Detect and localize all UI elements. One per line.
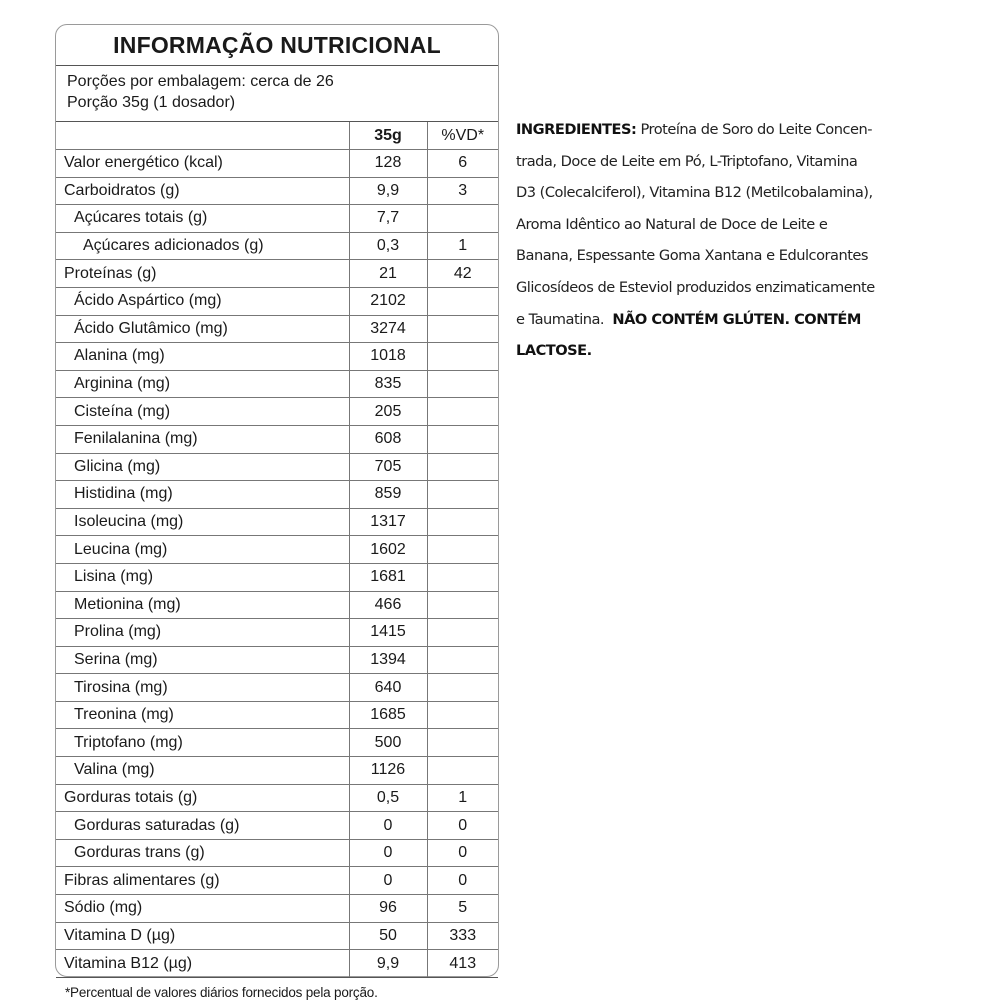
nutrient-amount: 3274 xyxy=(349,315,427,343)
table-row xyxy=(56,398,498,426)
nutrient-name: Serina (mg) xyxy=(56,646,349,674)
allergen-warning: NÃO CONTÉM GLÚTEN. CONTÉM xyxy=(612,310,861,328)
table-row xyxy=(56,536,498,564)
table-row xyxy=(56,205,498,233)
table-row xyxy=(56,343,498,371)
nutrient-daily-value xyxy=(427,591,498,619)
nutrient-daily-value xyxy=(427,205,498,233)
nutrient-name: Tirosina (mg) xyxy=(56,674,349,702)
ingredients-line: D3 (Colecalciferol), Vitamina B12 (Metilcobalamina), xyxy=(516,184,873,202)
nutrient-amount: 1317 xyxy=(349,508,427,536)
header-daily-value: %VD* xyxy=(427,122,498,150)
nutrient-name: Leucina (mg) xyxy=(56,536,349,564)
table-row xyxy=(56,839,498,867)
table-row xyxy=(56,453,498,481)
nutrient-name: Sódio (mg) xyxy=(56,895,349,923)
nutrient-name: Fibras alimentares (g) xyxy=(56,867,349,895)
nutrient-name: Fenilalanina (mg) xyxy=(56,425,349,453)
nutrient-amount: 9,9 xyxy=(349,177,427,205)
nutrient-name: Gorduras totais (g) xyxy=(56,784,349,812)
table-row xyxy=(56,425,498,453)
nutrient-name: Histidina (mg) xyxy=(56,481,349,509)
table-row xyxy=(56,950,498,978)
table-row xyxy=(56,757,498,785)
nutrient-name: Valina (mg) xyxy=(56,757,349,785)
nutrient-name: Prolina (mg) xyxy=(56,619,349,647)
nutrient-name: Isoleucina (mg) xyxy=(56,508,349,536)
table-row xyxy=(56,729,498,757)
nutrient-name: Proteínas (g) xyxy=(56,260,349,288)
ingredients-line xyxy=(516,304,994,336)
ingredients-label: INGREDIENTES: xyxy=(516,121,637,138)
nutrient-daily-value xyxy=(427,619,498,647)
nutrient-amount: 500 xyxy=(349,729,427,757)
nutrient-name: Triptofano (mg) xyxy=(56,729,349,757)
nutrient-daily-value xyxy=(427,757,498,785)
nutrient-amount: 466 xyxy=(349,591,427,619)
table-row xyxy=(56,260,498,288)
nutrient-name: Treonina (mg) xyxy=(56,701,349,729)
nutrient-name: Vitamina D (µg) xyxy=(56,922,349,950)
nutrient-daily-value: 42 xyxy=(427,260,498,288)
ingredients-line: Glicosídeos de Esteviol produzidos enzimaticamente xyxy=(516,278,875,296)
nutrient-amount: 9,9 xyxy=(349,950,427,978)
nutrition-facts-panel xyxy=(55,24,499,1000)
table-header-row xyxy=(56,122,498,150)
table-row xyxy=(56,922,498,950)
nutrient-amount: 0 xyxy=(349,812,427,840)
nutrition-title: INFORMAÇÃO NUTRICIONAL xyxy=(56,25,498,66)
nutrient-amount: 0,5 xyxy=(349,784,427,812)
table-row xyxy=(56,895,498,923)
nutrient-daily-value: 333 xyxy=(427,922,498,950)
nutrient-amount: 1602 xyxy=(349,536,427,564)
nutrient-name: Gorduras trans (g) xyxy=(56,839,349,867)
nutrient-daily-value: 0 xyxy=(427,839,498,867)
nutrient-daily-value xyxy=(427,398,498,426)
nutrient-name: Açúcares totais (g) xyxy=(56,205,349,233)
nutrient-daily-value xyxy=(427,481,498,509)
ingredients-line: Banana, Espessante Goma Xantana e Edulcorantes xyxy=(516,247,868,265)
header-amount: 35g xyxy=(349,122,427,150)
table-row xyxy=(56,177,498,205)
portion-size: Porção 35g (1 dosador) xyxy=(67,94,236,111)
table-row xyxy=(56,481,498,509)
nutrient-name: Gorduras saturadas (g) xyxy=(56,812,349,840)
nutrient-daily-value: 6 xyxy=(427,150,498,178)
table-row xyxy=(56,674,498,702)
nutrient-name: Carboidratos (g) xyxy=(56,177,349,205)
nutrient-amount: 835 xyxy=(349,370,427,398)
nutrient-name: Arginina (mg) xyxy=(56,370,349,398)
table-row xyxy=(56,563,498,591)
nutrient-amount: 1394 xyxy=(349,646,427,674)
nutrient-daily-value xyxy=(427,536,498,564)
table-row xyxy=(56,508,498,536)
nutrient-name: Ácido Glutâmico (mg) xyxy=(56,315,349,343)
nutrient-daily-value xyxy=(427,370,498,398)
nutrient-name: Açúcares adicionados (g) xyxy=(56,232,349,260)
nutrient-amount: 1681 xyxy=(349,563,427,591)
table-row xyxy=(56,784,498,812)
servings-per-package: Porções por embalagem: cerca de 26 xyxy=(67,73,334,90)
table-row xyxy=(56,812,498,840)
table-row xyxy=(56,315,498,343)
nutrient-name: Metionina (mg) xyxy=(56,591,349,619)
nutrition-table xyxy=(56,122,498,978)
nutrient-daily-value xyxy=(427,674,498,702)
table-row xyxy=(56,370,498,398)
nutrient-daily-value xyxy=(427,343,498,371)
table-row xyxy=(56,150,498,178)
nutrient-daily-value: 1 xyxy=(427,784,498,812)
nutrient-daily-value xyxy=(427,701,498,729)
nutrient-amount: 128 xyxy=(349,150,427,178)
nutrient-daily-value: 0 xyxy=(427,812,498,840)
nutrient-daily-value: 3 xyxy=(427,177,498,205)
ingredients-text: e Taumatina. xyxy=(516,310,605,328)
ingredients-line: Aroma Idêntico ao Natural de Doce de Leite e xyxy=(516,215,828,233)
ingredients-block xyxy=(516,114,994,367)
nutrient-amount: 7,7 xyxy=(349,205,427,233)
nutrient-name: Vitamina B12 (µg) xyxy=(56,950,349,978)
table-row xyxy=(56,867,498,895)
table-row xyxy=(56,701,498,729)
nutrient-amount: 0 xyxy=(349,867,427,895)
footnote: *Percentual de valores diários fornecidos pela porção. xyxy=(65,984,378,1000)
nutrient-name: Alanina (mg) xyxy=(56,343,349,371)
nutrient-amount: 0,3 xyxy=(349,232,427,260)
nutrient-amount: 96 xyxy=(349,895,427,923)
nutrient-name: Ácido Aspártico (mg) xyxy=(56,287,349,315)
nutrient-amount: 2102 xyxy=(349,287,427,315)
nutrient-daily-value: 413 xyxy=(427,950,498,978)
nutrient-daily-value xyxy=(427,646,498,674)
serving-info xyxy=(56,66,498,122)
nutrient-daily-value: 5 xyxy=(427,895,498,923)
nutrient-daily-value xyxy=(427,508,498,536)
nutrient-daily-value: 0 xyxy=(427,867,498,895)
nutrient-daily-value xyxy=(427,563,498,591)
nutrient-name: Valor energético (kcal) xyxy=(56,150,349,178)
nutrient-amount: 21 xyxy=(349,260,427,288)
nutrient-amount: 859 xyxy=(349,481,427,509)
nutrient-daily-value xyxy=(427,729,498,757)
nutrient-daily-value: 1 xyxy=(427,232,498,260)
table-row xyxy=(56,591,498,619)
nutrient-name: Lisina (mg) xyxy=(56,563,349,591)
nutrient-daily-value xyxy=(427,315,498,343)
nutrient-daily-value xyxy=(427,287,498,315)
nutrient-amount: 1415 xyxy=(349,619,427,647)
header-label xyxy=(56,122,349,150)
nutrient-amount: 205 xyxy=(349,398,427,426)
nutrient-amount: 1018 xyxy=(349,343,427,371)
nutrient-amount: 608 xyxy=(349,425,427,453)
nutrient-amount: 50 xyxy=(349,922,427,950)
ingredients-line xyxy=(516,114,994,146)
allergen-warning: LACTOSE. xyxy=(516,342,592,360)
table-row xyxy=(56,287,498,315)
table-row xyxy=(56,232,498,260)
nutrient-daily-value xyxy=(427,425,498,453)
ingredients-text: Proteína de Soro do Leite Concen- xyxy=(640,121,872,138)
ingredients-line: trada, Doce de Leite em Pó, L-Triptofano, Vitamina xyxy=(516,152,858,170)
nutrient-amount: 0 xyxy=(349,839,427,867)
table-row xyxy=(56,646,498,674)
nutrient-amount: 640 xyxy=(349,674,427,702)
nutrient-daily-value xyxy=(427,453,498,481)
nutrient-name: Cisteína (mg) xyxy=(56,398,349,426)
nutrient-amount: 705 xyxy=(349,453,427,481)
nutrient-amount: 1126 xyxy=(349,757,427,785)
nutrient-name: Glicina (mg) xyxy=(56,453,349,481)
ingredients-line xyxy=(516,335,994,367)
nutrient-amount: 1685 xyxy=(349,701,427,729)
table-row xyxy=(56,619,498,647)
